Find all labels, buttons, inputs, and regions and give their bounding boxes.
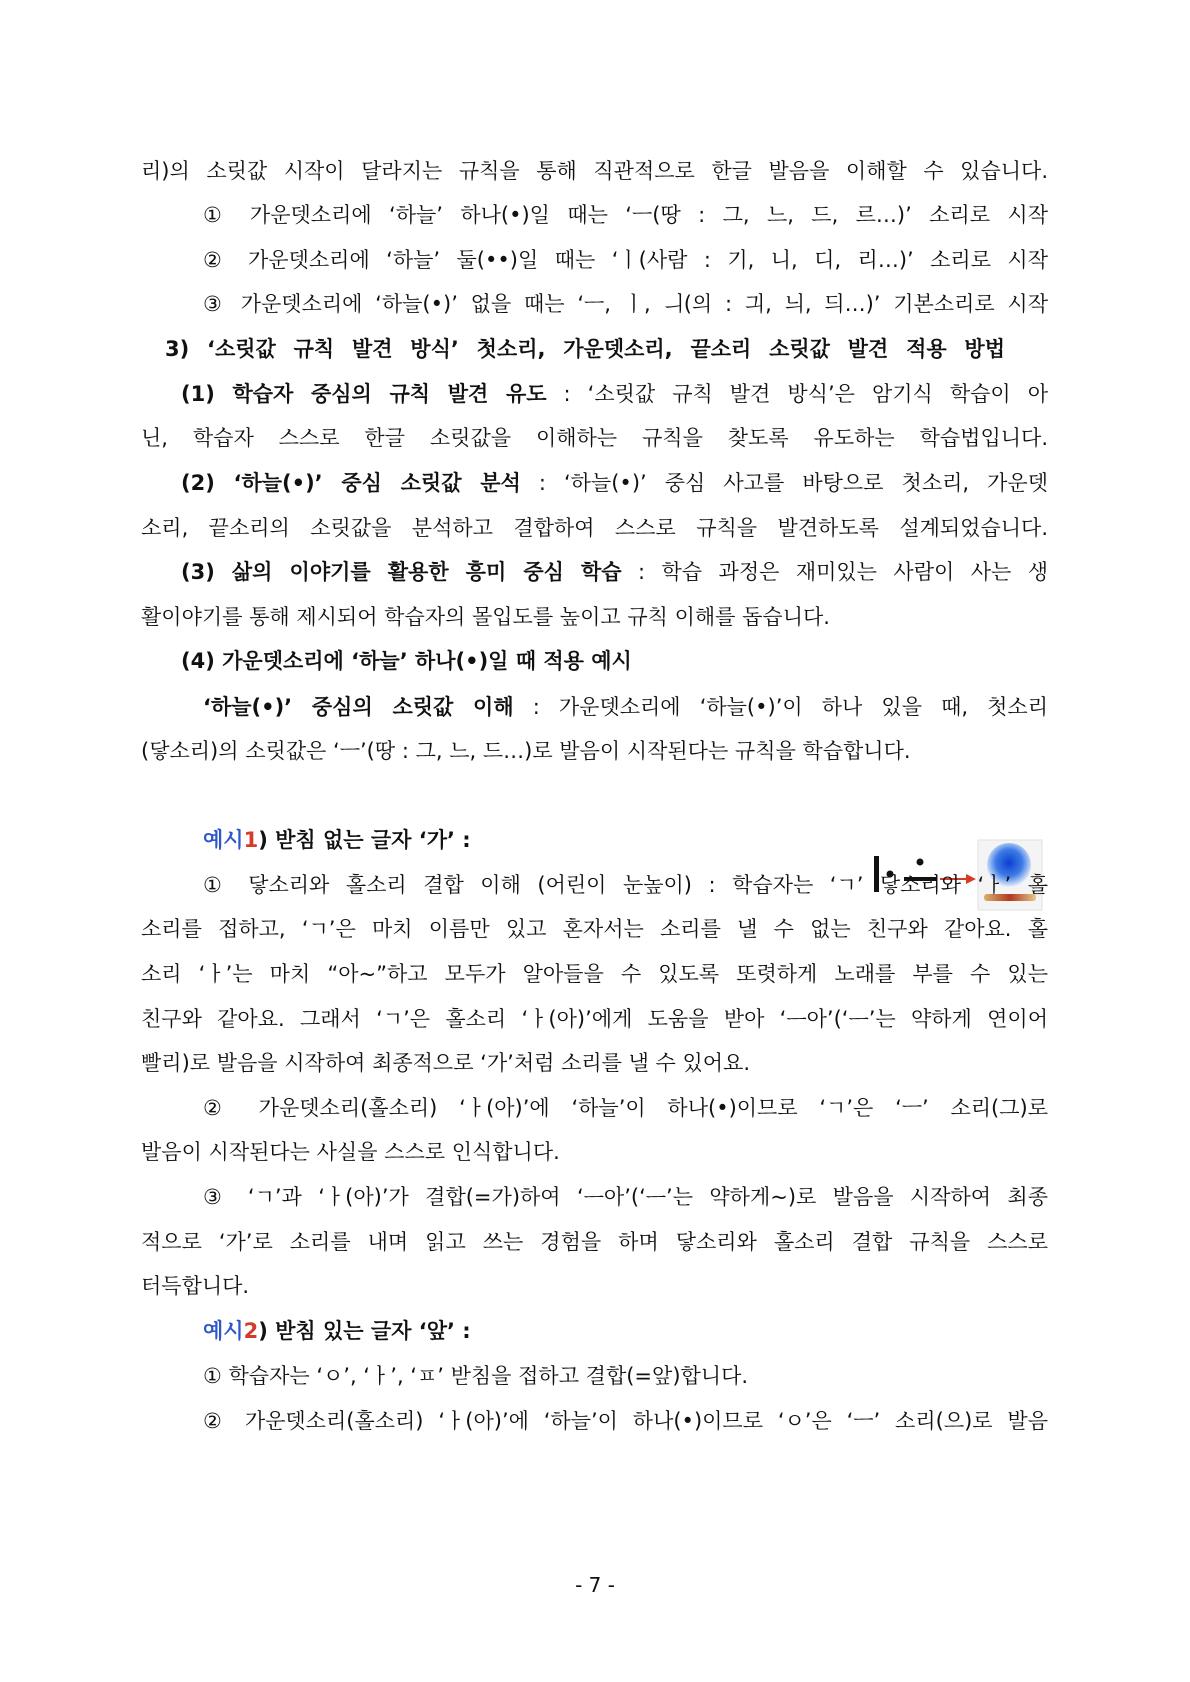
rule-item-2: ② 가운뎃소리에 ‘하늘’ 둘(••)일 때는 ‘ㅣ(사람 : 기, 니, 디, 리…)’ 소리로 시작 [203, 248, 1048, 272]
body-line: 소리를 접하고, ‘ㄱ’은 마치 이름만 있고 혼자서는 소리를 낼 수 없는 친구와 같아요. 홀 [141, 917, 1048, 941]
example-2-label: 예시 [203, 1319, 244, 1343]
body-line: 소리 ‘ㅏ’는 마치 “아~”하고 모두가 알아들을 수 있도록 또렷하게 노래를 부를 수 있는 [141, 962, 1048, 986]
para-2-first-line [181, 468, 1048, 498]
body-line: 적으로 ‘가’로 소리를 내며 읽고 쓰는 경험을 하며 닿소리와 홀소리 결합 규칙을 스스로 [141, 1230, 1048, 1254]
example-2-item-1: ① 학습자는 ‘ㅇ’, ‘ㅏ’, ‘ㅍ’ 받침을 접하고 결합(=앞)합니다. [203, 1364, 749, 1388]
example-1-item-3: ③ ‘ㄱ’과 ‘ㅏ(아)’가 결합(=가)하여 ‘ᅳ아’(‘ᅳ’는 약하게~)로 발음을 시작하여 최종 [203, 1185, 1048, 1209]
para-4-heading: (4) 가운뎃소리에 ‘하늘’ 하나(•)일 때 적용 예시 [181, 649, 632, 673]
body-line: 활이야기를 통해 제시되어 학습자의 몰입도를 높이고 규칙 이해를 돕습니다. [141, 605, 830, 629]
para-1-text: : ‘소릿값 규칙 발견 방식’은 암기식 학습이 아 [546, 382, 1048, 406]
para-1-heading: (1) 학습자 중심의 규칙 발견 유도 [181, 382, 547, 406]
example-1-heading [203, 825, 471, 855]
body-line: 소리, 끝소리의 소릿값을 분석하고 결합하여 스스로 규칙을 발견하도록 설계되었습니다. [141, 516, 1048, 540]
example-2-number: 2 [243, 1319, 259, 1343]
body-line: 닌, 학습자 스스로 한글 소릿값을 이해하는 규칙을 찾도록 유도하는 학습법입니다. [141, 426, 1048, 450]
example-2-heading [203, 1316, 471, 1346]
para-5-first-line [203, 692, 1048, 722]
example-1-item-1: ① 닿소리와 홀소리 결합 이해 (어린이 눈높이) : 학습자는 ‘ㄱ’ 닿소리와 ‘ㅏ’ 홀 [203, 873, 1048, 897]
body-line: (닿소리)의 소릿값은 ‘ㅡ’(땅 : 그, 느, 드…)로 발음이 시작된다는 규칙을 학습합니다. [141, 739, 911, 763]
body-line: 발음이 시작된다는 사실을 스스로 인식합니다. [141, 1140, 560, 1164]
body-line: 리)의 소릿값 시작이 달라지는 규칙을 통해 직관적으로 한글 발음을 이해할 수 있습니다. [141, 159, 1048, 183]
example-2-item-2: ② 가운뎃소리(홀소리) ‘ㅏ(아)’에 ‘하늘’이 하나(•)이므로 ‘ㅇ’은 ‘ㅡ’ 소리(으)로 발음 [203, 1409, 1048, 1433]
para-3-text: : 학습 과정은 재미있는 사람이 사는 생 [621, 560, 1049, 584]
rule-item-1: ① 가운뎃소리에 ‘하늘’ 하나(•)일 때는 ‘ㅡ(땅 : 그, 느, 드, 르…)’ 소리로 시작 [203, 203, 1048, 227]
example-1-title: ) 받침 없는 글자 ‘가’ : [258, 828, 471, 852]
page-number: - 7 - [575, 1573, 615, 1597]
body-line: 터득합니다. [141, 1274, 250, 1298]
para-2-heading: (2) ‘하늘(•)’ 중심 소릿값 분석 [181, 471, 521, 495]
body-line: 빨리)로 발음을 시작하여 최종적으로 ‘가’처럼 소리를 낼 수 있어요. [141, 1051, 751, 1075]
para-3-heading: (3) 삶의 이야기를 활용한 흥미 중심 학습 [181, 560, 622, 584]
section-heading: 3) ‘소릿값 규칙 발견 방식’ 첫소리, 가운뎃소리, 끝소리 소릿값 발견 적용 방법 [165, 337, 1005, 361]
example-1-label: 예시 [203, 828, 244, 852]
para-5-heading: ‘하늘(•)’ 중심의 소릿값 이해 [203, 695, 514, 719]
para-2-text: : ‘하늘(•)’ 중심 사고를 바탕으로 첫소리, 가운뎃 [520, 471, 1048, 495]
body-line: 친구와 같아요. 그래서 ‘ㄱ’은 홀소리 ‘ㅏ(아)’에게 도움을 받아 ‘ᅳ아’(‘ᅳ’는 약하게 연이어 [141, 1007, 1048, 1031]
para-3-first-line [181, 557, 1048, 587]
example-2-title: ) 받침 있는 글자 ‘앞’ : [258, 1319, 471, 1343]
example-1-item-2: ② 가운뎃소리(홀소리) ‘ㅏ(아)’에 ‘하늘’이 하나(•)이므로 ‘ㄱ’은 ‘ㅡ’ 소리(그)로 [203, 1096, 1048, 1120]
para-5-text: : 가운뎃소리에 ‘하늘(•)’이 하나 있을 때, 첫소리 [513, 695, 1048, 719]
example-1-number: 1 [243, 828, 259, 852]
para-1-first-line [181, 379, 1048, 409]
rule-item-3: ③ 가운뎃소리에 ‘하늘(•)’ 없을 때는 ‘ㅡ, ㅣ, ㅢ(의 : 긔, 늬, 듸…)’ 기본소리로 시작 [203, 292, 1048, 316]
